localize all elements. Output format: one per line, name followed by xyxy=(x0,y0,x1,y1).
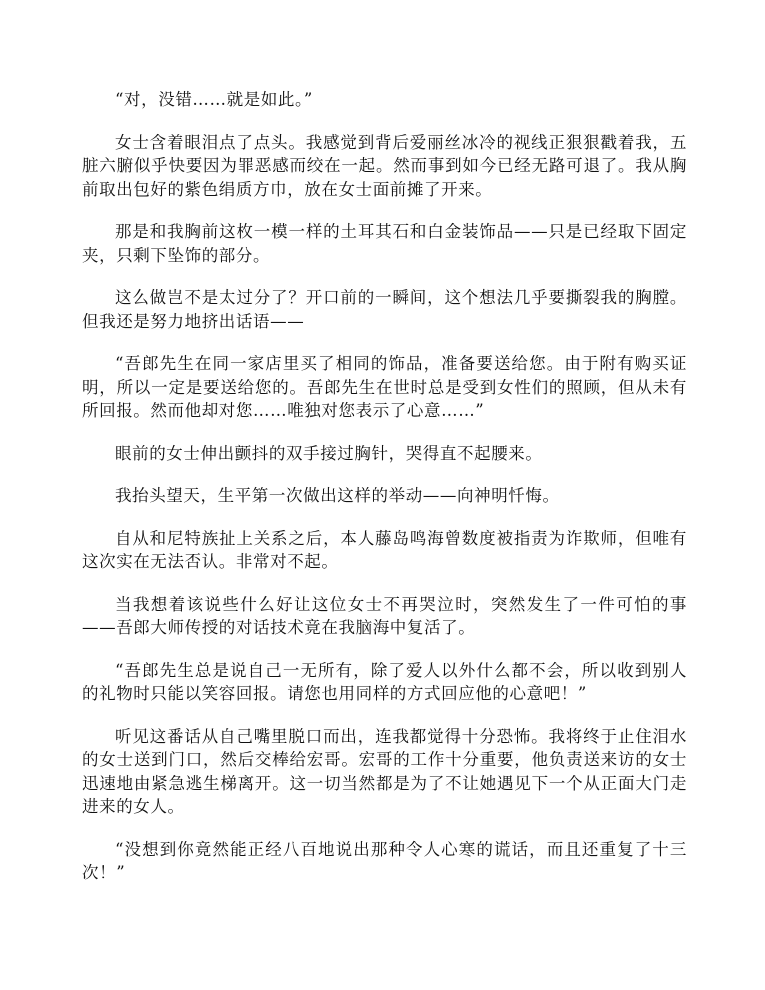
paragraph-12: “没想到你竟然能正经八百地说出那种令人心寒的谎话，而且还重复了十三次！” xyxy=(82,839,687,882)
paragraph-7: 我抬头望天，生平第一次做出这样的举动——向神明忏悔。 xyxy=(115,486,560,505)
paragraph-10: “吾郎先生总是说自己一无所有，除了爱人以外什么都不会，所以收到别人的礼物时只能以笑容回报。请您也用同样的方式回应他的心意吧！” xyxy=(82,660,687,703)
paragraph-11: 听见这番话从自己嘴里脱口而出，连我都觉得十分恐怖。我将终于止住泪水的女士送到门口，然后交棒给宏哥。宏哥的工作十分重要，他负责送来访的女士迅速地由紧急逃生梯离开。这一切当然都是为了不让她遇见下一个从正面大门走进来的女人。 xyxy=(82,726,687,816)
paragraph-5: “吾郎先生在同一家店里买了相同的饰品，准备要送给您。由于附有购买证明，所以一定是要送给您的。吾郎先生在世时总是受到女性们的照顾，但从未有所回报。然而他却对您……唯独对您表示了心意……” xyxy=(82,354,687,420)
paragraph-1: “对，没错……就是如此。” xyxy=(115,90,313,109)
paragraph-8: 自从和尼特族扯上关系之后，本人藤岛鸣海曾数度被指责为诈欺师，但唯有这次实在无法否认。非常对不起。 xyxy=(82,528,687,571)
paragraph-9: 当我想着该说些什么好让这位女士不再哭泣时，突然发生了一件可怕的事——吾郎大师传授的对话技术竟在我脑海中复活了。 xyxy=(82,594,687,637)
paragraph-3: 那是和我胸前这枚一模一样的土耳其石和白金装饰品——只是已经取下固定夹，只剩下坠饰的部分。 xyxy=(82,222,687,265)
paragraph-4: 这么做岂不是太过分了？开口前的一瞬间，这个想法几乎要撕裂我的胸膛。但我还是努力地挤出话语—— xyxy=(82,288,687,331)
paragraph-2: 女士含着眼泪点了点头。我感觉到背后爱丽丝冰冷的视线正狠狠戳着我，五脏六腑似乎快要因为罪恶感而绞在一起。然而事到如今已经无路可退了。我从胸前取出包好的紫色绢质方巾，放在女士面前摊了开来。 xyxy=(82,132,687,199)
paragraph-6: 眼前的女士伸出颤抖的双手接过胸针，哭得直不起腰来。 xyxy=(115,443,543,463)
